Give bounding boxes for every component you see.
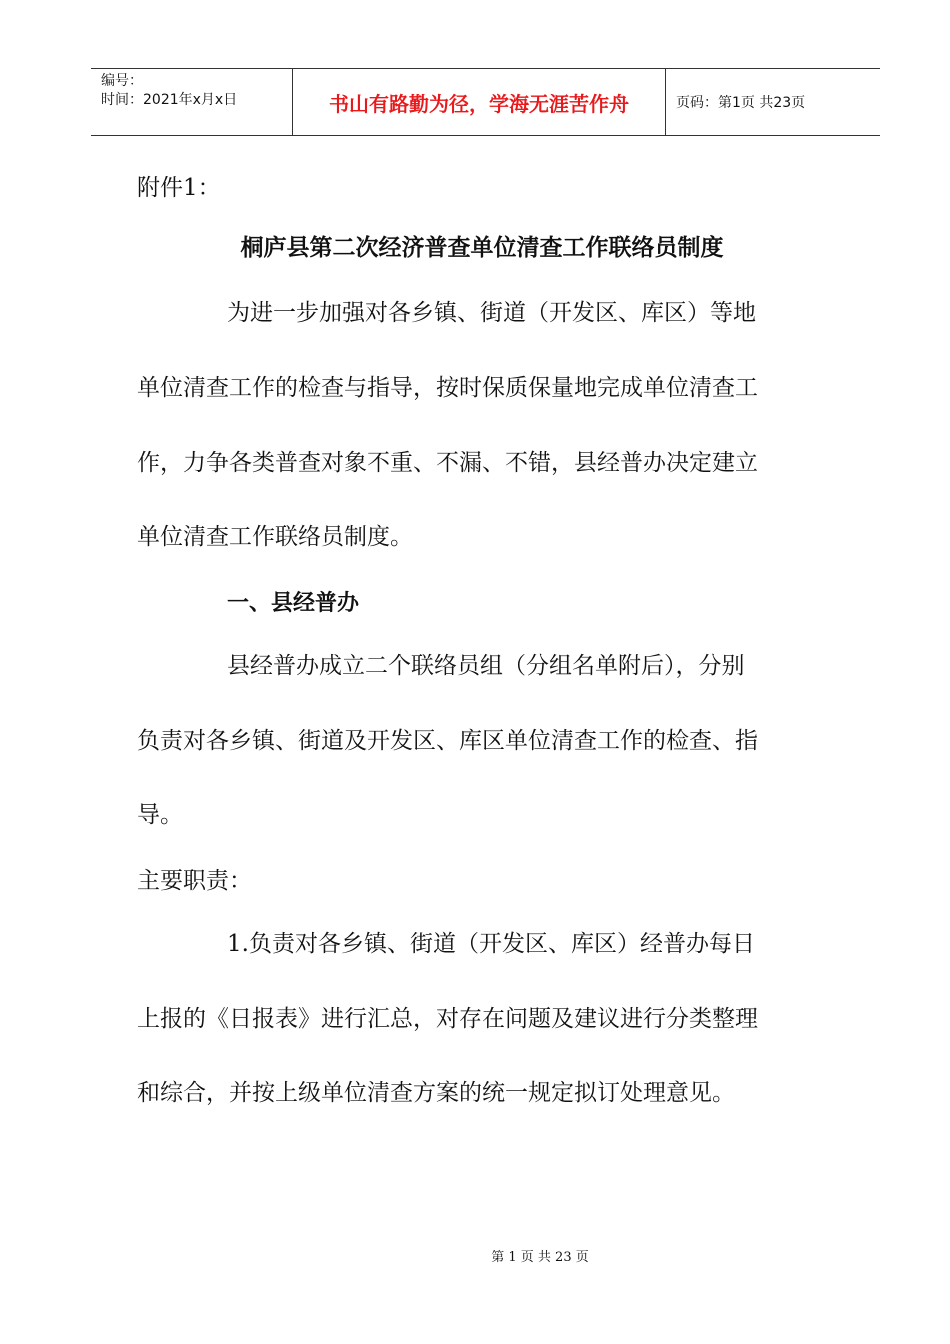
paragraph-line: 和综合，并按上级单位清查方案的统一规定拟订处理意见。 [137,1080,735,1106]
header-number: 编号： [101,73,143,89]
paragraph-line: 1.负责对各乡镇、街道（开发区、库区）经普办每日 [227,931,755,957]
section-heading: 一、县经普办 [227,591,360,616]
paragraph-line: 县经普办成立二个联络员组（分组名单附后），分别 [227,653,745,679]
header-page-info: 页码：第1页 共23页 [676,95,806,111]
paragraph-line: 上报的《日报表》进行汇总，对存在问题及建议进行分类整理 [137,1006,758,1032]
paragraph-line: 单位清查工作联络员制度。 [137,524,413,550]
paragraph-line: 单位清查工作的检查与指导，按时保质保量地完成单位清查工 [137,375,758,401]
header-motto: 书山有路勤为径，学海无涯苦作舟 [293,69,666,135]
header-meta [91,69,293,135]
paragraph-line: 导。 [137,802,183,828]
paragraph-line: 作，力争各类普查对象不重、不漏、不错，县经普办决定建立 [137,450,758,476]
document-title: 桐庐县第二次经济普查单位清查工作联络员制度 [240,234,724,261]
attachment-label: 附件1： [137,175,221,201]
document-header [91,68,880,136]
paragraph-line: 负责对各乡镇、街道及开发区、库区单位清查工作的检查、指 [137,728,758,754]
page-footer: 第 1 页 共 23 页 [491,1250,589,1265]
header-time: 时间：2021年x月x日 [101,92,238,108]
duties-label: 主要职责： [137,868,252,894]
paragraph-line: 为进一步加强对各乡镇、街道（开发区、库区）等地 [227,300,756,326]
